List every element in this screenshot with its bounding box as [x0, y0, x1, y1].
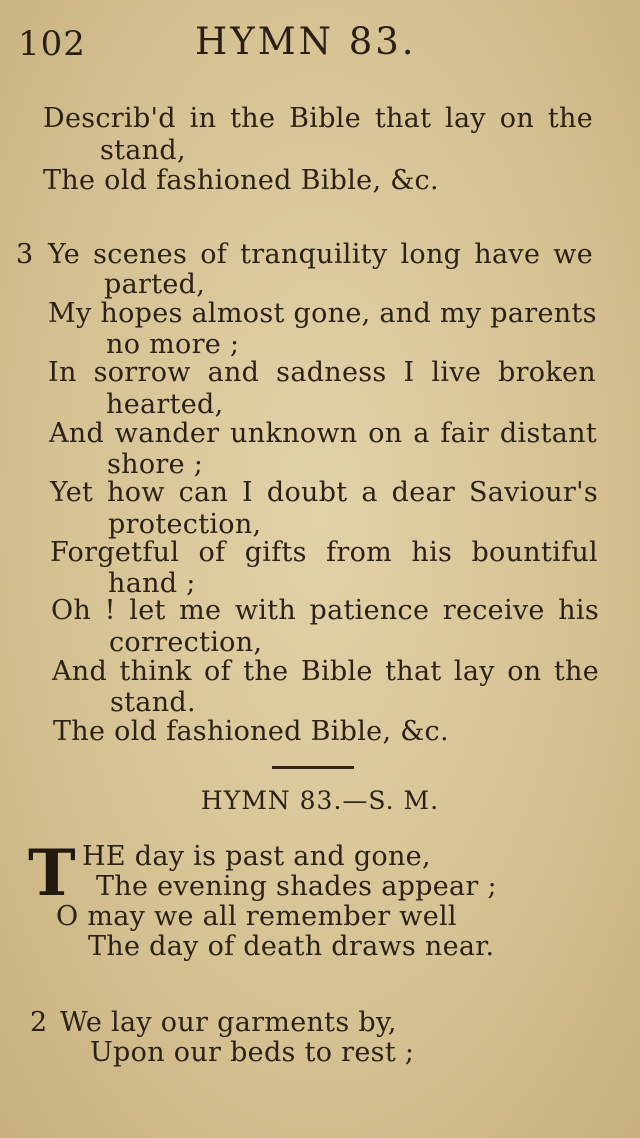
hymn-line: parted,: [104, 269, 206, 300]
hymn-line: In sorrow and sadness I live broken: [48, 357, 596, 388]
running-title: HYMN 83.: [195, 20, 417, 63]
hymn-line: The evening shades appear ;: [96, 871, 497, 902]
hymn-line: correction,: [109, 627, 263, 658]
hymn-line: Describ'd in the Bible that lay on the: [43, 103, 593, 134]
hymn-line: O may we all remember well: [56, 901, 457, 932]
hymn-line: We lay our garments by,: [60, 1007, 397, 1038]
hymn-line: hand ;: [108, 568, 196, 599]
hymn-line: Yet how can I doubt a dear Saviour's: [50, 477, 598, 508]
hymn-line: And wander unknown on a fair distant: [49, 418, 597, 449]
hymn-line: hearted,: [106, 389, 224, 420]
hymn-line: HE day is past and gone,: [82, 841, 431, 872]
hymn-line: shore ;: [107, 449, 204, 480]
hymn-line: no more ;: [106, 329, 240, 360]
verse-number: 3: [16, 239, 34, 270]
hymn-line: stand,: [100, 135, 186, 166]
hymn-heading: HYMN 83.—S. M.: [200, 786, 440, 815]
hymn-line: Forgetful of gifts from his bountiful: [50, 537, 598, 568]
hymn-line: The old fashioned Bible, &c.: [53, 716, 449, 747]
hymn-line: And think of the Bible that lay on the: [52, 656, 599, 687]
verse-number: 2: [30, 1007, 48, 1038]
hymn-line: Upon our beds to rest ;: [90, 1037, 415, 1068]
hymn-line: Oh ! let me with patience receive his: [51, 595, 599, 626]
section-divider: [272, 766, 354, 769]
hymn-line: Ye scenes of tranquility long have we: [48, 239, 593, 270]
hymn-line: My hopes almost gone, and my parents: [48, 298, 597, 329]
drop-cap: T: [28, 836, 76, 911]
hymn-line: stand.: [110, 687, 196, 718]
page-number: 102: [18, 24, 86, 64]
hymn-line: The day of death draws near.: [88, 931, 495, 962]
page-header: [0, 18, 640, 68]
hymn-line: protection,: [108, 509, 262, 540]
hymn-line: The old fashioned Bible, &c.: [43, 165, 439, 196]
